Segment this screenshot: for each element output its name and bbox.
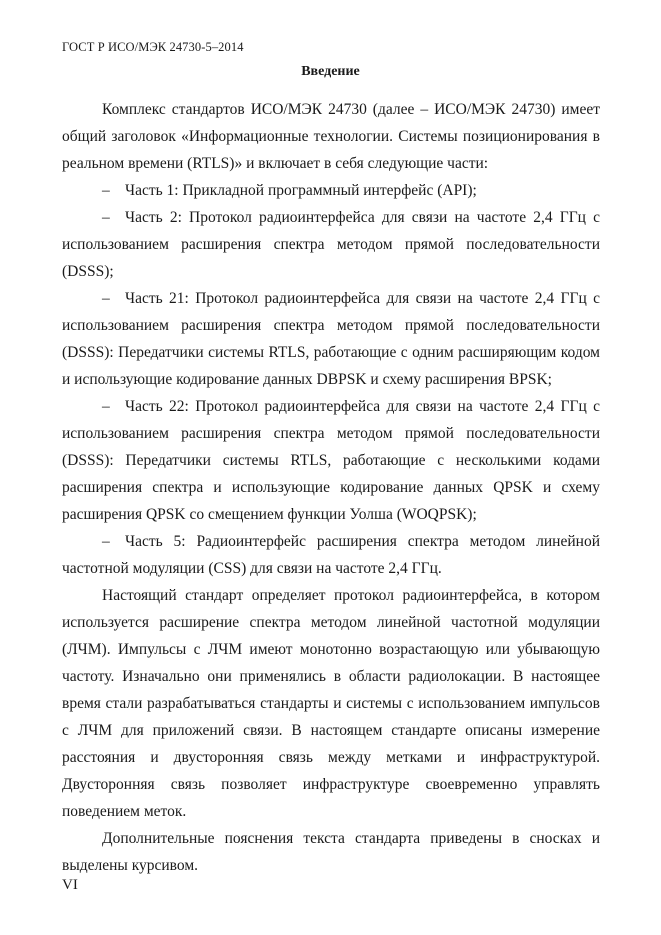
main-paragraph: Настоящий стандарт определяет протокол радиоинтерфейса, в котором используется расширение спектра методом линейной частотной модуляции (ЛЧМ). Импульсы с ЛЧМ имеют монотонно возрастающую или убывающую частоту. Изначально они применялись в области радиолокации. В настоящее время стали разрабатываться стандарты и системы с использованием импульсов с ЛЧМ для приложений связи. В настоящем стандарте описаны измерение расстояния и двусторонняя связь между метками и инфраструктурой. Двусторонняя связь позволяет инфраструктуре своевременно управлять поведением меток. (62, 587, 600, 820)
list-item-text: Часть 21: Протокол радиоинтерфейса для связи на частоте 2,4 ГГц с использованием расширения спектра методом прямой последовательности (DSSS): Передатчики системы RTLS, работающие с одним расширяющим кодом и использующие кодирование данных DBPSK и схему расширения BPSK; (62, 290, 600, 388)
list-item-text: Часть 22: Протокол радиоинтерфейса для связи на частоте 2,4 ГГц с использованием расширения спектра методом прямой последовательности (DSSS): Передатчики системы RTLS, работающие с несколькими кодами расширения спектра и использующие кодирование данных QPSK и схему расширения QPSK со смещением функции Уолша (WOQPSK); (62, 398, 600, 523)
list-item-part-22 (62, 393, 600, 528)
list-item-part-5 (62, 528, 600, 582)
page-number: VI (62, 877, 78, 893)
list-dash: – (102, 182, 110, 199)
list-item-text: Часть 5: Радиоинтерфейс расширения спектра методом линейной частотной модуляции (CSS) для связи на частоте 2,4 ГГц. (62, 533, 600, 577)
footnote-paragraph: Дополнительные пояснения текста стандарта приведены в сносках и выделены курсивом. (62, 830, 600, 874)
intro-paragraph: Комплекс стандартов ИСО/МЭК 24730 (далее – ИСО/МЭК 24730) имеет общий заголовок «Информационные технологии. Системы позиционирования в реальном времени (RTLS)» и включает в себя следующие части: (62, 101, 600, 172)
list-dash: – (102, 533, 110, 550)
list-dash: – (102, 290, 110, 307)
list-item-text: Часть 2: Протокол радиоинтерфейса для связи на частоте 2,4 ГГц с использованием расширения спектра методом прямой последовательности (DSSS); (62, 209, 600, 280)
list-item-text: Часть 1: Прикладной программный интерфейс (API); (125, 182, 477, 199)
list-dash: – (102, 398, 110, 415)
list-item-part-2 (62, 204, 600, 285)
document-body (62, 96, 600, 879)
list-item-part-21 (62, 285, 600, 393)
list-dash: – (102, 209, 110, 226)
standard-id-header: ГОСТ Р ИСО/МЭК 24730-5–2014 (62, 40, 244, 54)
list-item-part-1 (62, 177, 600, 204)
section-title: Введение (301, 64, 360, 79)
